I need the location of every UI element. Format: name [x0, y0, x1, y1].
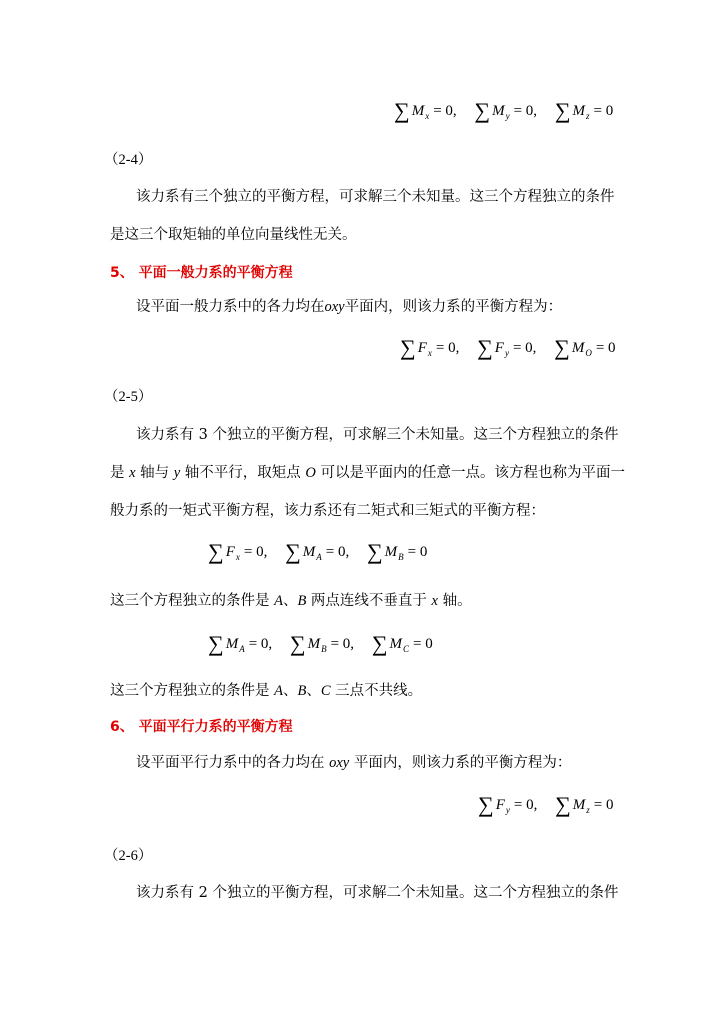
equation-2-5: [400, 337, 616, 364]
paragraph-line: 般力系的一矩式平衡方程，该力系还有二矩式和三矩式的平衡方程：: [110, 503, 545, 519]
equation-2-6: [478, 794, 614, 821]
equation-term: ∑ $F_y = 0$,: [478, 792, 538, 817]
section-heading: 6、 平面平行力系的平衡方程: [110, 719, 293, 735]
equation-term: ∑ $M_y = 0$,: [474, 98, 538, 123]
equation-label: （2-4）: [104, 152, 153, 168]
paragraph-line: 这三个方程独立的条件是 A、B、C 三点不共线。: [110, 683, 423, 699]
equation-term: ∑ $F_x = 0$,: [208, 539, 268, 564]
paragraph-line: 该力系有 2 个独立的平衡方程，可求解二个未知量。这二个方程独立的条件: [136, 885, 619, 901]
paragraph-line: 这三个方程独立的条件是 A、B 两点连线不垂直于 x 轴。: [110, 593, 472, 609]
equation-term: ∑ $F_x = 0$,: [400, 335, 460, 360]
equation-label: （2-5）: [104, 389, 153, 405]
paragraph-line: 是 x 轴与 y 轴不平行，取矩点 O 可以是平面内的任意一点。该方程也称为平面一: [110, 465, 626, 481]
equation-label: （2-6）: [104, 848, 153, 864]
section-heading: 5、 平面一般力系的平衡方程: [110, 265, 293, 281]
paragraph-line: 该力系有三个独立的平衡方程，可求解三个未知量。这三个方程独立的条件: [136, 189, 615, 205]
paragraph-line: 是这三个取矩轴的单位向量线性无关。: [110, 227, 357, 243]
equation-term: ∑ $M_B = 0$,: [289, 631, 355, 656]
equation-three-moment-form: [208, 633, 433, 660]
equation-term: ∑ $M_A = 0$,: [208, 631, 273, 656]
equation-term: ∑ $M_A = 0$,: [285, 539, 350, 564]
paragraph-line: 设平面一般力系中的各力均在oxy平面内，则该力系的平衡方程为：: [136, 299, 563, 315]
equation-term: ∑ $M_z = 0$: [554, 98, 614, 123]
equation-term: ∑ $M_B = 0$: [366, 539, 428, 564]
paragraph-line: 该力系有 3 个独立的平衡方程，可求解三个未知量。这三个方程独立的条件: [136, 427, 619, 443]
equation-term: ∑ $M_C = 0$: [371, 631, 433, 656]
equation-term: ∑ $M_x = 0$,: [394, 98, 457, 123]
equation-two-moment-form: [208, 541, 427, 568]
equation-term: ∑ $F_y = 0$,: [477, 335, 537, 360]
equation-term: ∑ $M_z = 0$: [555, 792, 614, 817]
equation-2-4: [394, 100, 613, 127]
paragraph-line: 设平面平行力系中的各力均在 oxy 平面内，则该力系的平衡方程为：: [136, 755, 572, 771]
equation-term: ∑ $M_O = 0$: [554, 335, 616, 360]
